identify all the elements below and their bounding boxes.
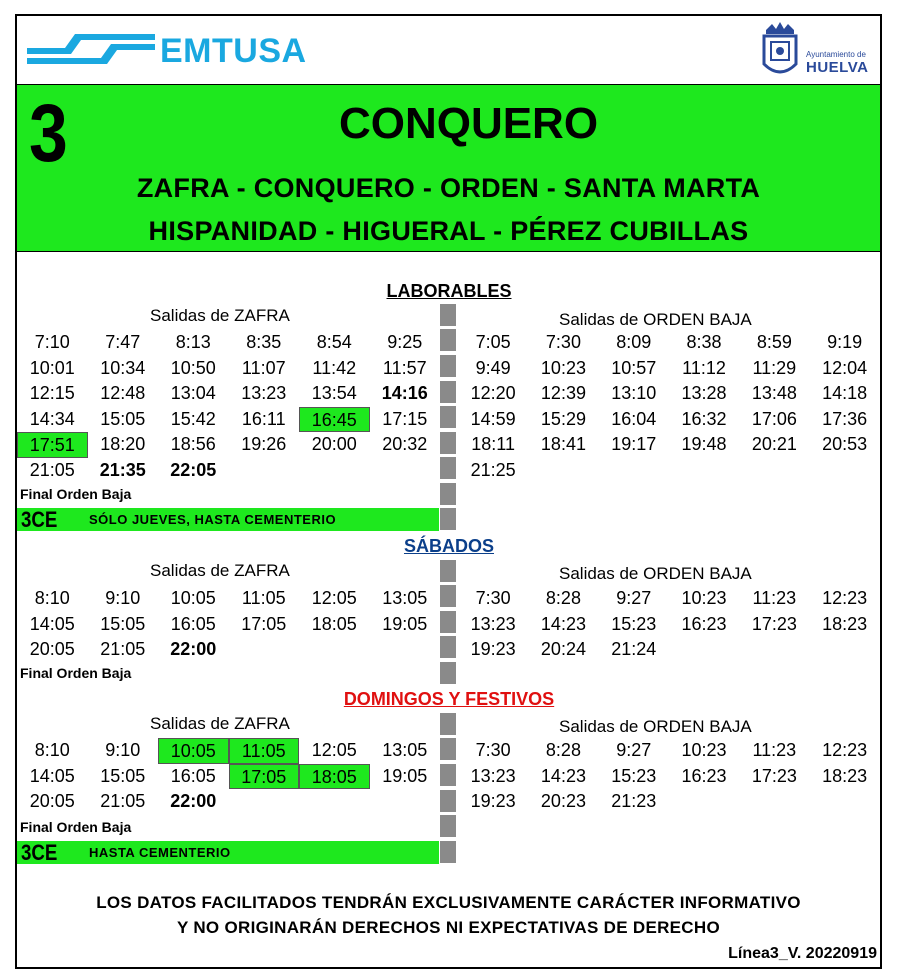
departure-time: 15:05 [100, 613, 146, 634]
departure-time: 20:05 [29, 791, 75, 811]
departure-time: 16:45 [299, 407, 370, 433]
departure-time: 7:05 [475, 332, 511, 352]
departure-time: 17:06 [751, 408, 797, 429]
departure-time: 17:05 [229, 764, 300, 790]
departure-time: 19:23 [470, 639, 516, 659]
departure-time: 16:05 [170, 765, 216, 786]
crest-caption: Ayuntamiento de [806, 50, 866, 59]
departure-time: 21:35 [99, 459, 146, 480]
line-banner [17, 84, 880, 252]
departure-time: 8:10 [34, 588, 70, 608]
departure-time: 7:10 [34, 332, 70, 352]
departure-time: 18:23 [822, 613, 868, 634]
departure-time: 10:50 [170, 357, 216, 378]
departure-time: 10:05 [170, 588, 216, 608]
laborables-left-subtitle: Salidas de ZAFRA [150, 306, 290, 325]
departure-time: 18:05 [299, 764, 370, 790]
departure-time: 15:23 [611, 613, 657, 634]
ce-text: SÓLO JUEVES, HASTA CEMENTERIO [89, 512, 337, 527]
departure-time: 10:01 [29, 357, 75, 378]
ce-code: 3CE [21, 840, 58, 865]
departure-time: 14:23 [540, 765, 586, 786]
departure-time: 19:05 [382, 765, 428, 786]
departure-time: 8:35 [246, 332, 282, 352]
departure-time: 7:47 [105, 332, 141, 352]
departure-time: 8:38 [686, 332, 722, 352]
departure-time: 13:23 [470, 613, 516, 634]
disclaimer-line-1: LOS DATOS FACILITADOS TENDRÁN EXCLUSIVAMENTE CARÁCTER INFORMATIVO [96, 893, 801, 912]
departure-time: 11:57 [382, 357, 427, 378]
sabados-orden-times [458, 586, 880, 663]
huelva-crest [758, 20, 878, 82]
departure-time: 14:23 [540, 613, 586, 634]
departure-time: 10:34 [100, 357, 146, 378]
domingos-right-subtitle: Salidas de ORDEN BAJA [559, 717, 752, 736]
coat-of-arms-icon [758, 20, 802, 82]
departure-time: 8:13 [175, 332, 211, 352]
laborables-right-subtitle: Salidas de ORDEN BAJA [559, 310, 752, 329]
emtusa-arrows-icon [25, 28, 157, 76]
departure-time: 15:05 [100, 765, 146, 786]
departure-time: 13:05 [382, 740, 428, 760]
departure-time: 9:19 [827, 332, 863, 352]
departure-time: 12:05 [311, 740, 357, 760]
departure-time: 13:28 [681, 383, 727, 403]
departure-time: 18:56 [170, 434, 216, 454]
departure-time: 16:11 [241, 408, 286, 429]
departure-time: 18:11 [471, 434, 515, 454]
departure-time: 12:04 [822, 357, 868, 378]
departure-time: 17:23 [751, 613, 797, 634]
departure-time: 19:48 [681, 434, 727, 454]
departure-time: 14:59 [470, 408, 516, 429]
departure-time: 13:04 [170, 383, 216, 403]
departure-time: 11:29 [752, 357, 797, 378]
departure-time: 15:29 [540, 408, 586, 429]
departure-time: 17:23 [751, 765, 797, 786]
route-line-1: ZAFRA - CONQUERO - ORDEN - SANTA MARTA [136, 173, 761, 203]
departure-time: 13:54 [311, 383, 357, 403]
departure-time: 12:23 [822, 588, 868, 608]
ce-code: 3CE [21, 507, 58, 532]
departure-time: 9:10 [105, 588, 141, 608]
departure-time: 20:05 [29, 639, 75, 659]
domingos-orden-times [458, 738, 880, 815]
departure-time: 21:25 [470, 459, 516, 480]
departure-time: 17:15 [382, 408, 428, 429]
sabados-final-note: Final Orden Baja [20, 665, 132, 681]
departure-time: 15:05 [100, 408, 146, 429]
departure-time: 10:05 [158, 738, 229, 764]
departure-time: 13:05 [382, 588, 428, 608]
brand-name: EMTUSA [160, 32, 307, 70]
departure-time: 9:25 [387, 332, 423, 352]
departure-time: 8:09 [616, 332, 652, 352]
laborables-final-note: Final Orden Baja [20, 486, 132, 502]
line-number: 3 [29, 88, 68, 179]
departure-time: 10:23 [681, 740, 727, 760]
sabados-zafra-times [17, 586, 440, 663]
departure-time: 12:20 [470, 383, 516, 403]
departure-time: 13:23 [470, 765, 516, 786]
disclaimer-line-2: Y NO ORIGINARÁN DERECHOS NI EXPECTATIVAS DE DERECHO [177, 918, 720, 937]
departure-time: 13:10 [611, 383, 657, 403]
departure-time: 11:05 [241, 588, 286, 608]
departure-time: 11:42 [312, 357, 357, 378]
laborables-orden-times [458, 330, 880, 483]
departure-time: 9:27 [616, 588, 652, 608]
departure-time: 18:41 [540, 434, 586, 454]
departure-time: 10:23 [540, 357, 586, 378]
domingos-left-subtitle: Salidas de ZAFRA [150, 714, 290, 733]
departure-time: 16:32 [681, 408, 727, 429]
departure-time: 19:23 [470, 791, 516, 811]
departure-time: 19:05 [382, 613, 428, 634]
departure-time: 14:34 [29, 408, 75, 429]
departure-time: 19:17 [611, 434, 657, 454]
departure-time: 16:04 [611, 408, 657, 429]
section-title-sabados: SÁBADOS [403, 536, 494, 556]
departure-time: 15:42 [170, 408, 216, 429]
domingos-final-note: Final Orden Baja [20, 819, 132, 835]
departure-time: 21:24 [611, 639, 657, 659]
departure-time: 12:39 [540, 383, 586, 403]
departure-time: 16:05 [170, 613, 216, 634]
departure-time: 20:23 [540, 791, 586, 811]
departure-time: 7:30 [475, 588, 511, 608]
version-label: Línea3_V. 20220919 [728, 945, 877, 962]
sabados-right-subtitle: Salidas de ORDEN BAJA [559, 564, 752, 583]
departure-time: 9:49 [475, 357, 511, 378]
departure-time: 7:30 [545, 332, 581, 352]
departure-time: 21:23 [611, 791, 657, 811]
laborables-3ce-bar [17, 508, 439, 531]
departure-time: 20:53 [822, 434, 868, 454]
departure-time: 22:00 [170, 639, 217, 659]
departure-time: 20:24 [540, 639, 586, 659]
departure-time: 12:48 [100, 383, 146, 403]
departure-time: 20:21 [751, 434, 797, 454]
domingos-zafra-times [17, 738, 440, 815]
departure-time: 7:30 [475, 740, 511, 760]
laborables-zafra-times [17, 330, 440, 483]
departure-time: 10:23 [681, 588, 727, 608]
departure-time: 16:23 [681, 613, 727, 634]
departure-time: 21:05 [29, 459, 75, 480]
sabados-left-subtitle: Salidas de ZAFRA [150, 561, 290, 580]
departure-time: 12:23 [822, 740, 868, 760]
departure-time: 17:05 [241, 613, 287, 634]
departure-time: 17:36 [822, 408, 868, 429]
departure-time: 9:27 [616, 740, 652, 760]
departure-time: 8:54 [316, 332, 352, 352]
departure-time: 11:12 [682, 357, 726, 378]
departure-time: 11:07 [241, 357, 286, 378]
departure-time: 21:05 [100, 791, 146, 811]
departure-time: 18:23 [822, 765, 868, 786]
departure-time: 8:10 [34, 740, 70, 760]
departure-time: 8:59 [756, 332, 792, 352]
departure-time: 22:00 [170, 791, 217, 811]
departure-time: 13:48 [751, 383, 797, 403]
route-line-2: HISPANIDAD - HIGUERAL - PÉREZ CUBILLAS [148, 216, 749, 246]
section-title-laborables: LABORABLES [386, 281, 512, 301]
departure-time: 18:20 [100, 434, 146, 454]
departure-time: 14:05 [29, 765, 75, 786]
departure-time: 21:05 [100, 639, 146, 659]
departure-time: 11:23 [752, 740, 797, 760]
departure-time: 14:18 [822, 383, 868, 403]
departure-time: 9:10 [105, 740, 141, 760]
departure-time: 22:05 [170, 459, 217, 480]
section-title-domingos: DOMINGOS Y FESTIVOS [343, 689, 555, 709]
departure-time: 8:28 [545, 588, 581, 608]
departure-time: 16:23 [681, 765, 727, 786]
departure-time: 19:26 [241, 434, 287, 454]
departure-time: 20:32 [382, 434, 428, 454]
departure-time: 20:00 [311, 434, 357, 454]
ce-text: HASTA CEMENTERIO [89, 845, 231, 860]
departure-time: 15:23 [611, 765, 657, 786]
departure-time: 18:05 [311, 613, 357, 634]
domingos-3ce-bar [17, 841, 439, 864]
emtusa-logo [25, 28, 365, 76]
departure-time: 13:23 [241, 383, 287, 403]
departure-time: 11:23 [752, 588, 797, 608]
departure-time: 8:28 [545, 740, 581, 760]
departure-time: 11:05 [229, 738, 300, 764]
departure-time: 10:57 [611, 357, 657, 378]
departure-time: 14:05 [29, 613, 75, 634]
crest-city: HUELVA [806, 59, 869, 76]
departure-time: 14:16 [381, 383, 428, 403]
line-name: CONQUERO [338, 99, 599, 148]
departure-time: 12:05 [311, 588, 357, 608]
departure-time: 17:51 [17, 432, 88, 458]
departure-time: 12:15 [29, 383, 75, 403]
